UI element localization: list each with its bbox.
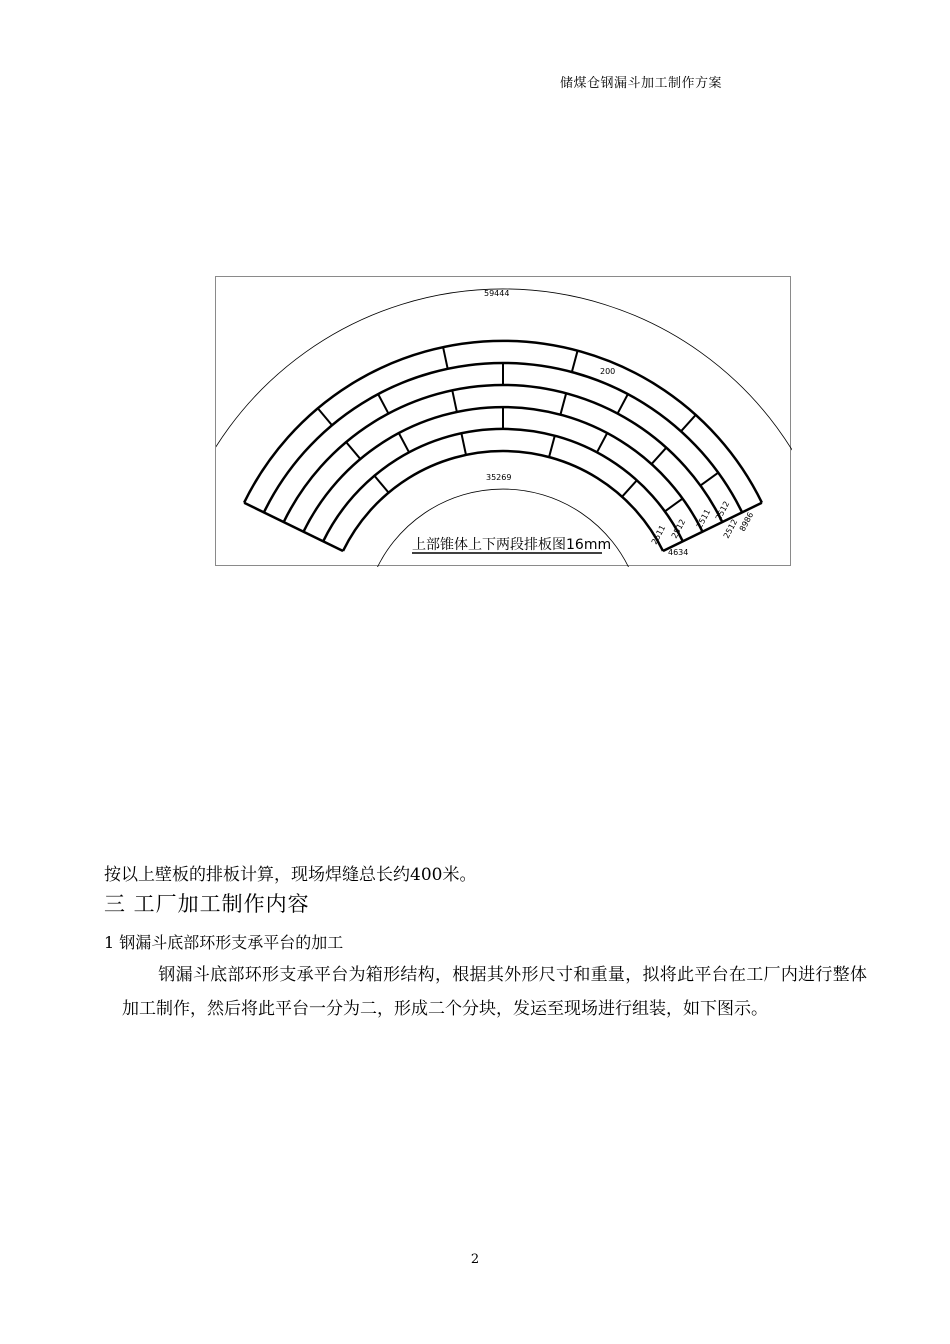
plate-layout-drawing bbox=[216, 277, 792, 567]
plate-seam bbox=[665, 499, 683, 512]
plate-seam bbox=[622, 480, 637, 496]
body-paragraph bbox=[122, 958, 867, 1026]
gap-dimension: 200 bbox=[600, 367, 616, 376]
plate-seam bbox=[399, 433, 409, 452]
plate-seam bbox=[652, 448, 667, 464]
plate-seam bbox=[681, 415, 696, 431]
segment-dimension-4: 2512 bbox=[713, 499, 732, 522]
segment-dimension-6: 8986 bbox=[737, 510, 756, 533]
segment-dimension-2: 2512 bbox=[669, 517, 688, 540]
plate-seam bbox=[618, 394, 628, 413]
page-header-title: 储煤仓钢漏斗加工制作方案 bbox=[560, 76, 723, 91]
inner-arc-dimension: 35269 bbox=[486, 473, 512, 482]
outer-dimension-arc bbox=[216, 289, 792, 518]
plate-seam bbox=[346, 442, 360, 459]
plate-seam bbox=[318, 408, 332, 425]
plate-seam bbox=[374, 476, 388, 493]
page-number: 2 bbox=[470, 1252, 480, 1267]
segment-dimension-5: 2512 bbox=[721, 517, 740, 540]
plate-seam bbox=[700, 473, 718, 486]
plate-seam bbox=[549, 436, 555, 457]
plate-seam bbox=[443, 347, 448, 369]
plate-layout-figure bbox=[215, 276, 791, 566]
segment-dimension-1: 2511 bbox=[649, 523, 668, 546]
plate-seam bbox=[378, 394, 388, 413]
section-heading: 三 工厂加工制作内容 bbox=[104, 892, 310, 916]
subsection-heading: 1 钢漏斗底部环形支承平台的加工 bbox=[104, 933, 344, 952]
body-paragraph-text: 钢漏斗底部环形支承平台为箱形结构，根据其外形尺寸和重量，拟将此平台在工厂内进行整体加工制作，然后将此平台一分为二，形成二个分块，发运至现场进行组装，如下图示。 bbox=[122, 965, 867, 1019]
outer-arc-dimension: 59444 bbox=[484, 289, 510, 298]
plate-seam bbox=[597, 433, 607, 452]
figure-title: 上部锥体上下两段排板图16mm bbox=[412, 537, 612, 553]
weld-length-paragraph: 按以上壁板的排板计算，现场焊缝总长约400米。 bbox=[104, 865, 477, 885]
plate-end-line bbox=[244, 503, 343, 551]
inner-dimension-arc bbox=[373, 489, 633, 567]
plate-seam bbox=[572, 351, 578, 372]
plate-seam bbox=[452, 390, 457, 412]
total-segment-dimension: 4634 bbox=[668, 548, 689, 557]
plate-ring-arc bbox=[343, 451, 663, 551]
plate-seam bbox=[560, 393, 566, 414]
plate-seam bbox=[461, 433, 466, 455]
segment-dimension-3: 2511 bbox=[694, 507, 713, 530]
